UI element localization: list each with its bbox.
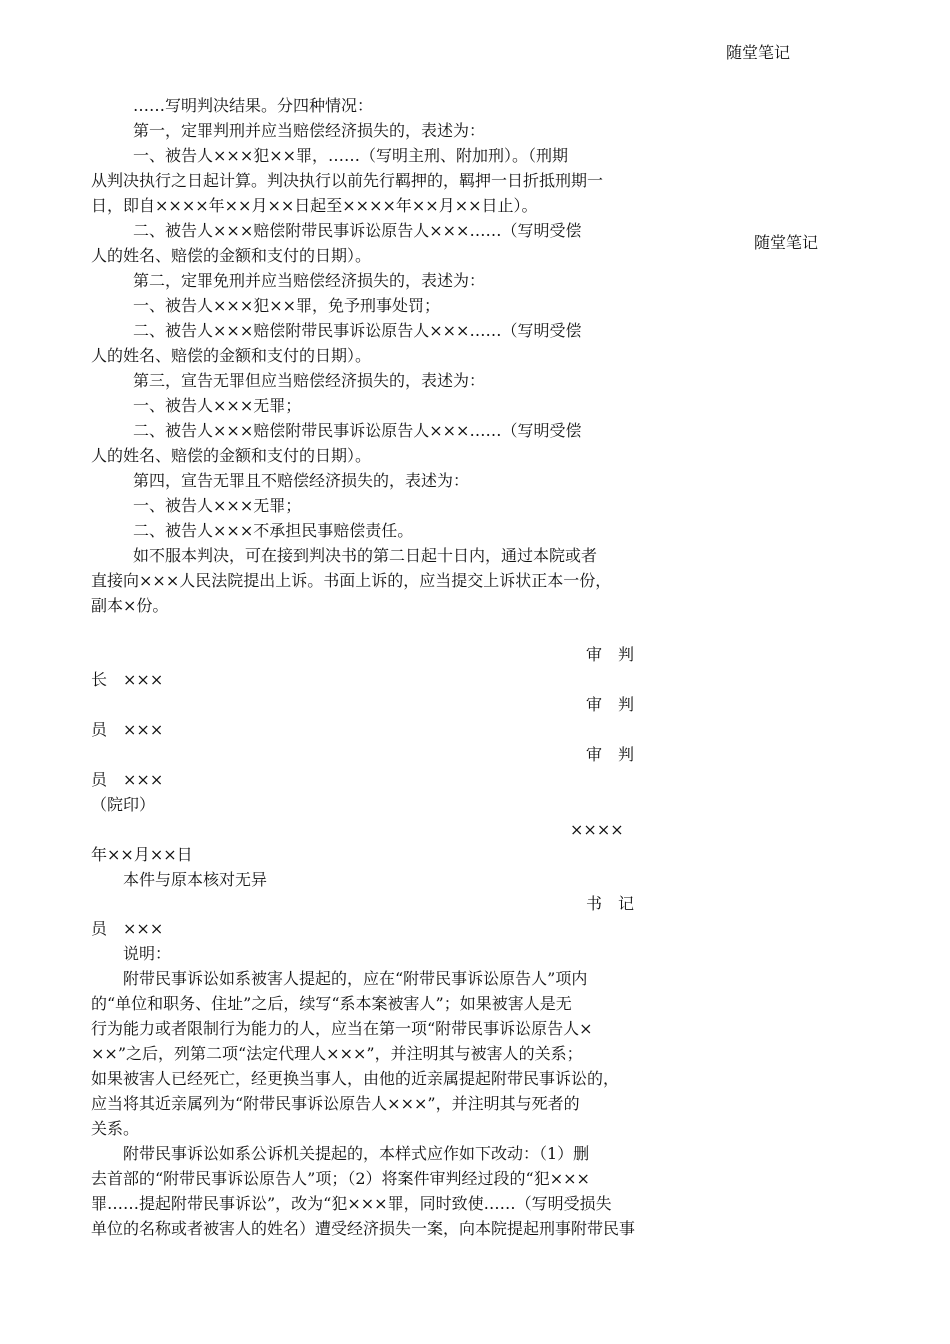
case4-line1: 一、被告人×××无罪； [133,496,302,515]
notes-p1-line: 关系。 [91,1119,140,1138]
case2-heading: 第二，定罪免刑并应当赔偿经济损失的，表述为： [133,271,486,290]
case2-line1: 一、被告人×××犯××罪，免予刑事处罚； [133,296,441,315]
case3-line3: 人的姓名、赔偿的金额和支付的日期）。 [91,446,372,465]
case3-line1: 一、被告人×××无罪； [133,396,302,415]
court-seal: （院印） [91,795,156,814]
case1-heading: 第一，定罪判刑并应当赔偿经济损失的，表述为： [133,121,486,140]
date-year: ×××× [570,820,624,839]
case4-heading: 第四，宣告无罪且不赔偿经济损失的，表述为： [133,471,470,490]
notes-p2-line: 单位的名称或者被害人的姓名）遭受经济损失一案，向本院提起刑事附带民事 [91,1219,636,1238]
judge1-title-b: 员 ××× [91,720,164,739]
notes-title: 说明： [123,944,172,963]
notes-p2-line: 附带民事诉讼如系公诉机关提起的，本样式应作如下改动：（1）删 [123,1144,590,1163]
notes-p1-line: 如果被害人已经死亡，经更换当事人，由他的近亲属提起附带民事诉讼的， [91,1069,620,1088]
margin-note-side: 随堂笔记 [754,233,819,252]
judge2-title-b: 员 ××× [91,770,164,789]
case1-line3: 日，即自××××年××月××日起至××××年××月××日止）。 [91,196,538,215]
clerk-title-b: 员 ××× [91,919,164,938]
case4-line2: 二、被告人×××不承担民事赔偿责任。 [133,521,414,540]
notes-p2-line: 罪……提起附带民事诉讼”，改为“犯×××罪，同时致使……（写明受损失 [91,1194,612,1213]
judge1-title-a: 审 判 [586,695,635,714]
notes-p1-line: 的“单位和职务、住址”之后，续写“系本案被害人”；如果被害人是无 [91,994,572,1013]
margin-note-top: 随堂笔记 [726,43,791,62]
judge2-title-a: 审 判 [586,745,635,764]
notes-p2-line: 去首部的“附带民事诉讼原告人”项；（2）将案件审判经过段的“犯××× [91,1169,590,1188]
appeal-line3: 副本×份。 [91,596,169,615]
intro-line: ……写明判决结果。分四种情况： [133,96,374,115]
verified-statement: 本件与原本核对无异 [123,870,268,889]
case2-line3: 人的姓名、赔偿的金额和支付的日期）。 [91,346,372,365]
case1-line5: 人的姓名、赔偿的金额和支付的日期）。 [91,246,372,265]
clerk-title-a: 书 记 [586,894,635,913]
case2-line2: 二、被告人×××赔偿附带民事诉讼原告人×××……（写明受偿 [133,321,582,340]
presiding-judge-title-b: 长 ××× [91,670,164,689]
notes-p1-line: 应当将其近亲属列为“附带民事诉讼原告人×××”，并注明其与死者的 [91,1094,580,1113]
case3-line2: 二、被告人×××赔偿附带民事诉讼原告人×××……（写明受偿 [133,421,582,440]
appeal-line2: 直接向×××人民法院提出上诉。书面上诉的，应当提交上诉状正本一份， [91,571,612,590]
case3-heading: 第三，宣告无罪但应当赔偿经济损失的，表述为： [133,371,486,390]
date-rest: 年××月××日 [91,845,193,864]
notes-p1-line: 附带民事诉讼如系被害人提起的，应在“附带民事诉讼原告人”项内 [123,969,588,988]
notes-p1-line: 行为能力或者限制行为能力的人，应当在第一项“附带民事诉讼原告人× [91,1019,593,1038]
presiding-judge-title-a: 审 判 [586,645,635,664]
case1-line1: 一、被告人×××犯××罪，……（写明主刑、附加刑）。（刑期 [133,146,569,165]
appeal-line1: 如不服本判决，可在接到判决书的第二日起十日内，通过本院或者 [133,546,598,565]
case1-line2: 从判决执行之日起计算。判决执行以前先行羁押的，羁押一日折抵刑期一 [91,171,604,190]
case1-line4: 二、被告人×××赔偿附带民事诉讼原告人×××……（写明受偿 [133,221,582,240]
notes-p1-line: ××”之后，列第二项“法定代理人×××”，并注明其与被害人的关系； [91,1044,583,1063]
